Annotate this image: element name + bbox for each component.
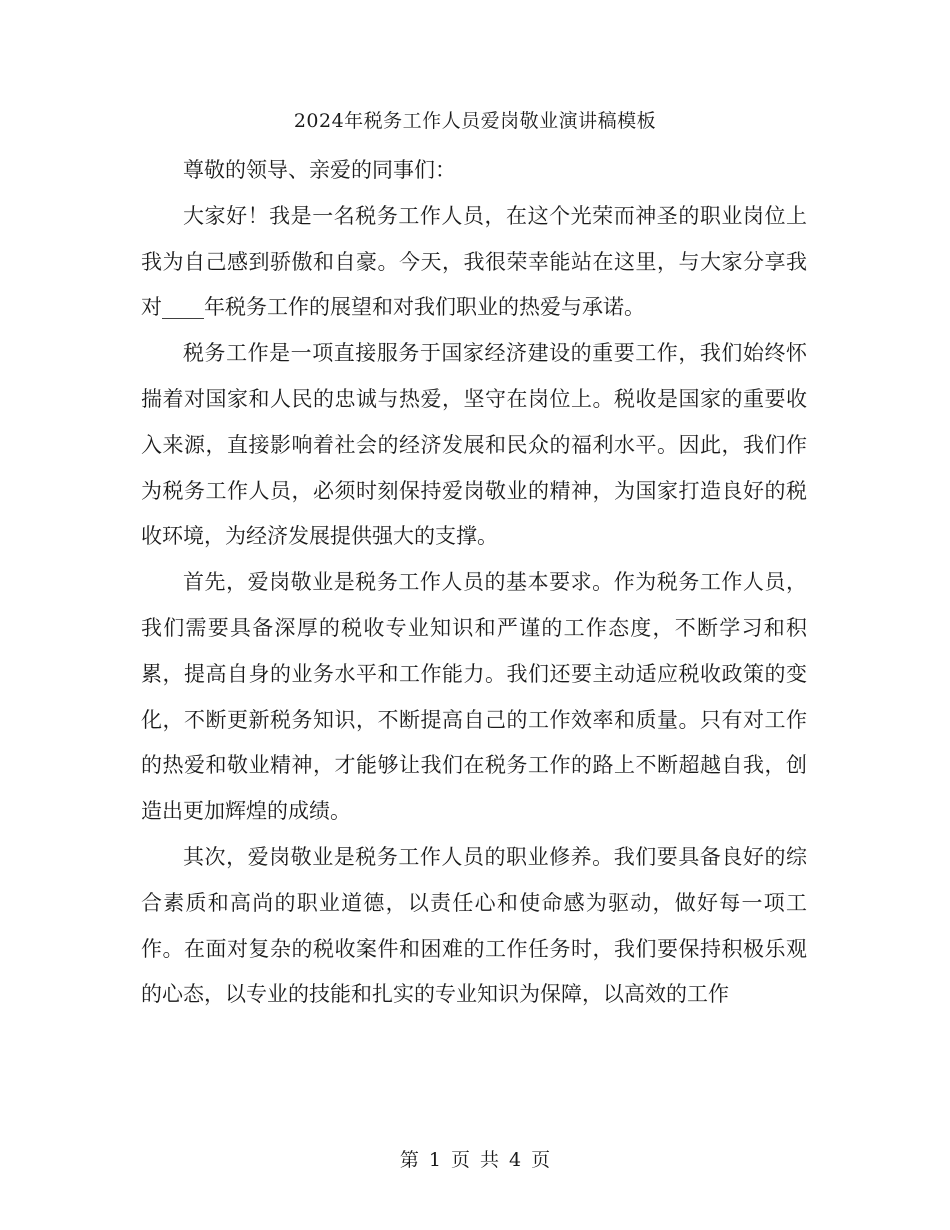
document-title: 2024年税务工作人员爱岗敬业演讲稿模板 xyxy=(293,110,657,132)
body-paragraph: 其次，爱岗敬业是税务工作人员的职业修养。我们要具备良好的综合素质和高尚的职业道德，以责任心和使命感为驱动，做好每一项工作。在面对复杂的税收案件和困难的工作任务时，我们要保持积极乐观的心态，以专业的技能和扎实的专业知识为保障，以高效的工作 xyxy=(141,844,807,1007)
greeting-paragraph: 大家好！我是一名税务工作人员，在这个光荣而神圣的职业岗位上我为自己感到骄傲和自豪。今天，我很荣幸能站在这里，与大家分享我对____年税务工作的展望和对我们职业的热爱与承诺。 xyxy=(141,203,807,320)
body-paragraph: 首先，爱岗敬业是税务工作人员的基本要求。作为税务工作人员，我们需要具备深厚的税收专业知识和严谨的工作态度，不断学习和积累，提高自身的业务水平和工作能力。我们还要主动适应税收政策的变化，不断更新税务知识，不断提高自己的工作效率和质量。只有对工作的热爱和敬业精神，才能够让我们在税务工作的路上不断超越自我，创造出更加辉煌的成绩。 xyxy=(141,570,807,824)
document-body xyxy=(141,148,807,1018)
body-paragraph: 税务工作是一项直接服务于国家经济建设的重要工作，我们始终怀揣着对国家和人民的忠诚与热爱，坚守在岗位上。税收是国家的重要收入来源，直接影响着社会的经济发展和民众的福利水平。因此，我们作为税务工作人员，必须时刻保持爱岗敬业的精神，为国家打造良好的税收环境，为经济发展提供强大的支撑。 xyxy=(141,341,807,549)
page-number-footer: 第 1 页 共 4 页 xyxy=(399,1149,551,1171)
salutation-paragraph: 尊敬的领导、亲爱的同事们： xyxy=(183,158,456,182)
